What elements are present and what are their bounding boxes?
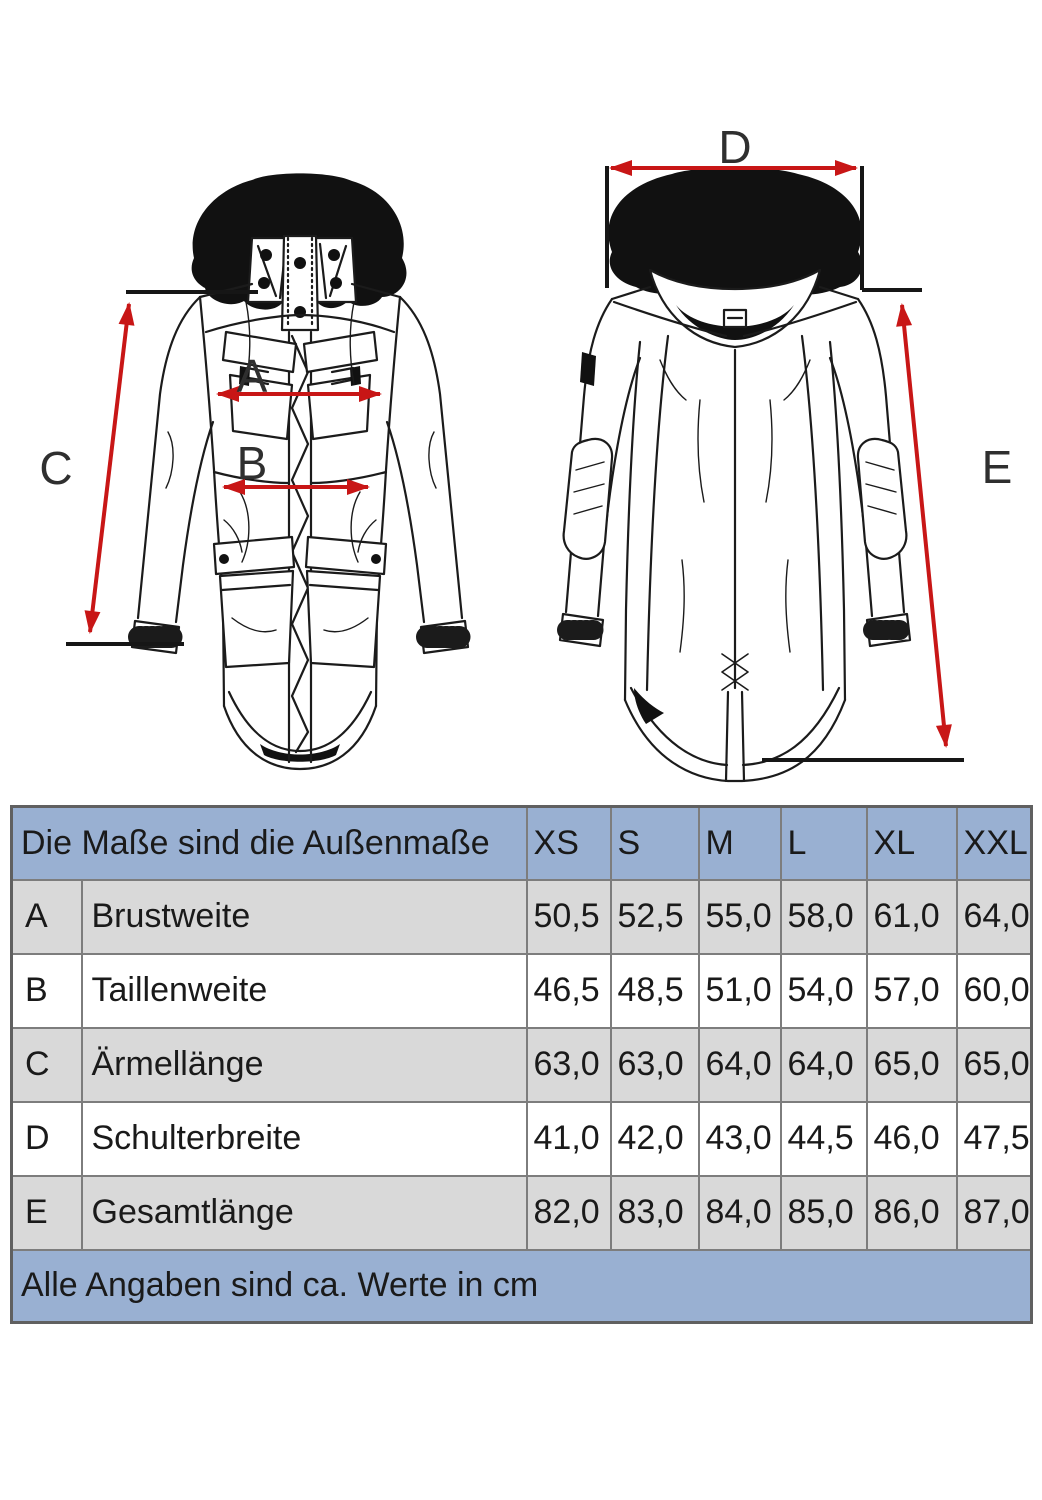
size-header-s: S [611,807,699,880]
value-cell: 82,0 [527,1176,611,1250]
row-letter: D [12,1102,82,1176]
measurement-name: Ärmellänge [82,1028,527,1102]
value-cell: 55,0 [699,880,781,954]
value-cell: 58,0 [781,880,867,954]
size-header-xl: XL [867,807,957,880]
label-b: B [236,437,268,489]
measurement-name: Taillenweite [82,954,527,1028]
size-header-xxl: XXL [957,807,1032,880]
value-cell: 42,0 [611,1102,699,1176]
measurement-name: Brustweite [82,880,527,954]
value-cell: 51,0 [699,954,781,1028]
value-cell: 47,5 [957,1102,1032,1176]
value-cell: 61,0 [867,880,957,954]
value-cell: 52,5 [611,880,699,954]
footer-note: Alle Angaben sind ca. Werte in cm [12,1250,1032,1323]
row-letter: E [12,1176,82,1250]
size-header-l: L [781,807,867,880]
row-letter: A [12,880,82,954]
value-cell: 46,0 [867,1102,957,1176]
value-cell: 86,0 [867,1176,957,1250]
value-cell: 64,0 [957,880,1032,954]
label-d: D [718,121,752,173]
size-header-m: M [699,807,781,880]
table-row-e [12,1176,1032,1250]
arrow-e-total-length [902,305,946,746]
value-cell: 46,5 [527,954,611,1028]
table-footer-row [12,1250,1032,1323]
value-cell: 84,0 [699,1176,781,1250]
measurement-name: Schulterbreite [82,1102,527,1176]
measurement-name: Gesamtlänge [82,1176,527,1250]
value-cell: 85,0 [781,1176,867,1250]
value-cell: 65,0 [867,1028,957,1102]
table-title: Die Maße sind die Außenmaße [12,807,527,880]
value-cell: 44,5 [781,1102,867,1176]
label-c: C [39,442,73,494]
value-cell: 43,0 [699,1102,781,1176]
row-letter: C [12,1028,82,1102]
value-cell: 63,0 [527,1028,611,1102]
value-cell: 54,0 [781,954,867,1028]
value-cell: 57,0 [867,954,957,1028]
size-table [10,805,1033,1324]
value-cell: 83,0 [611,1176,699,1250]
value-cell: 41,0 [527,1102,611,1176]
back-fur-hood [608,167,862,295]
value-cell: 64,0 [699,1028,781,1102]
front-jacket-illustration [132,173,468,769]
back-jacket-illustration [560,167,910,781]
table-row-a [12,880,1032,954]
arrow-c-sleeve-length [90,304,129,632]
value-cell: 60,0 [957,954,1032,1028]
value-cell: 48,5 [611,954,699,1028]
value-cell: 63,0 [611,1028,699,1102]
value-cell: 87,0 [957,1176,1032,1250]
table-row-d [12,1102,1032,1176]
value-cell: 65,0 [957,1028,1032,1102]
row-letter: B [12,954,82,1028]
size-header-xs: XS [527,807,611,880]
value-cell: 64,0 [781,1028,867,1102]
value-cell: 50,5 [527,880,611,954]
table-row-b [12,954,1032,1028]
label-a: A [236,350,268,402]
table-row-c [12,1028,1032,1102]
table-header-row [12,807,1032,880]
label-e: E [981,441,1013,493]
measurement-letters [39,121,1012,494]
